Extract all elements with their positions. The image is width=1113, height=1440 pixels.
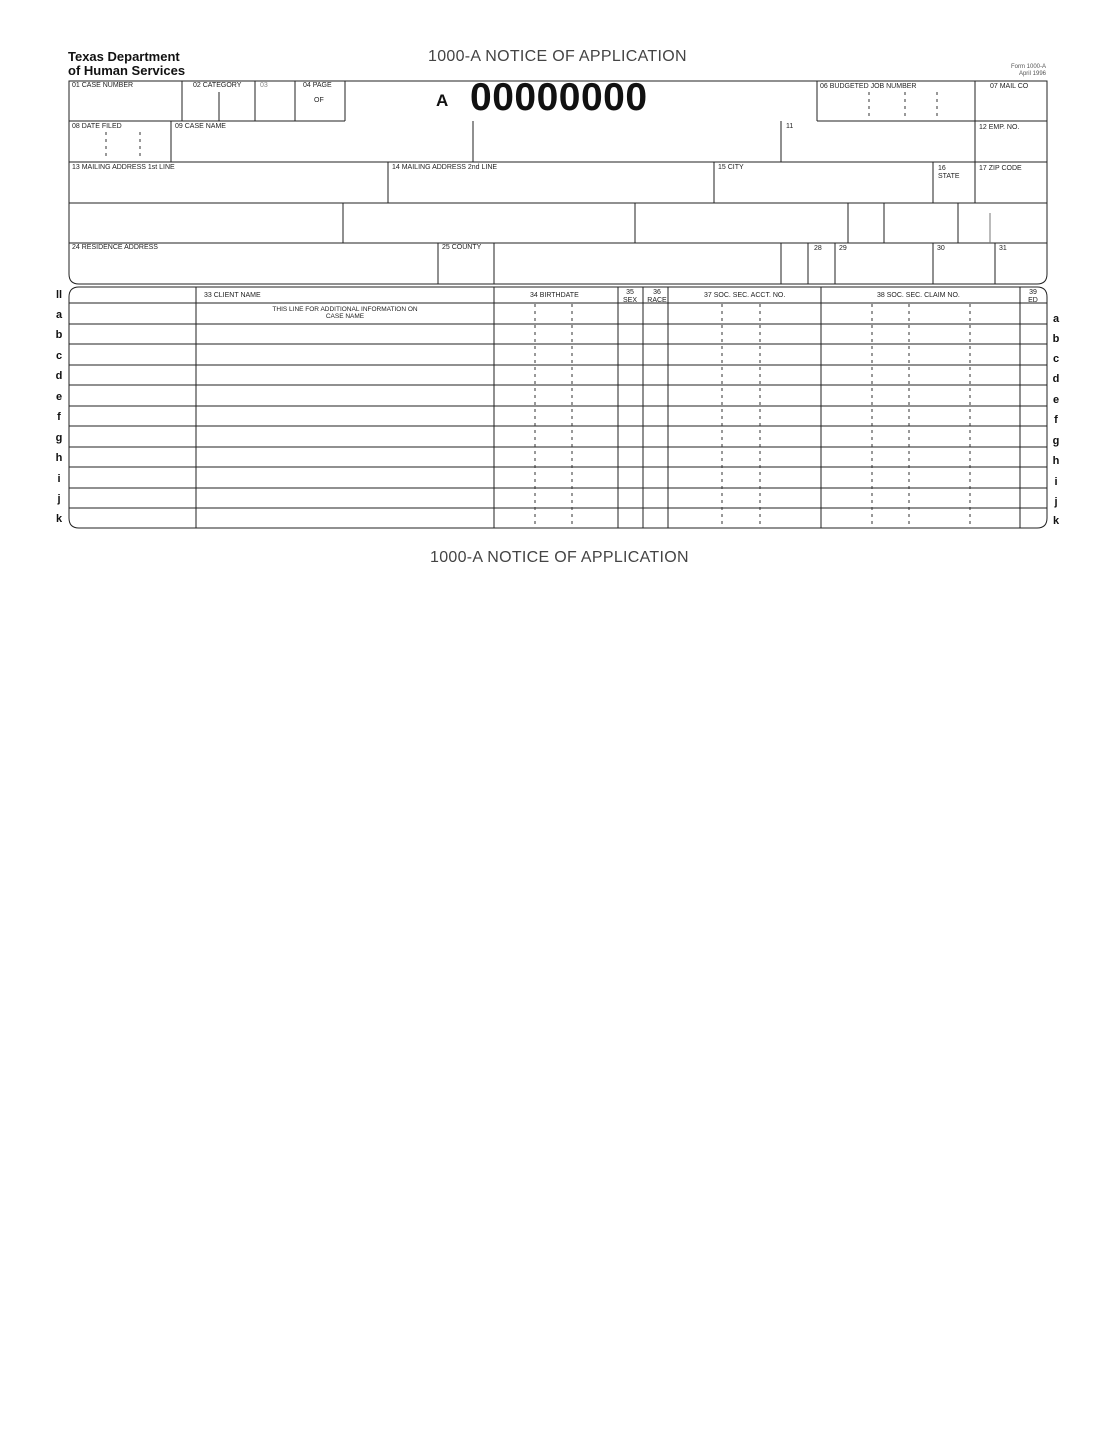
mail-co-label: 07 MAIL CO bbox=[990, 83, 1029, 90]
date-filed-label: 08 DATE FILED bbox=[72, 123, 122, 130]
residence-address-label: 24 RESIDENCE ADDRESS bbox=[72, 244, 158, 251]
row-letter-left-e: e bbox=[55, 391, 63, 403]
agency-line-1: Texas Department bbox=[68, 49, 180, 64]
row-letter-right-f: f bbox=[1054, 414, 1058, 426]
birthdate-header: 34 BIRTHDATE bbox=[530, 292, 579, 299]
page-of-label: OF bbox=[314, 97, 324, 104]
sex-header-label: SEX bbox=[622, 297, 637, 304]
budgeted-job-number-label: 06 BUDGETED JOB NUMBER bbox=[820, 83, 917, 90]
row-letter-right-d: d bbox=[1052, 373, 1060, 385]
race-header-label: RACE bbox=[647, 297, 667, 304]
row-letter-left-c: c bbox=[55, 350, 63, 362]
county-label: 25 COUNTY bbox=[442, 244, 482, 251]
emp-no-label: 12 EMP. NO. bbox=[979, 124, 1020, 131]
row-letter-left-a: a bbox=[55, 309, 63, 321]
field-29-label: 29 bbox=[839, 245, 847, 252]
row-letter-right-k: k bbox=[1052, 515, 1060, 527]
field-28-label: 28 bbox=[814, 245, 822, 252]
form-title-top: 1000-A NOTICE OF APPLICATION bbox=[428, 48, 687, 65]
sex-header-number: 35 bbox=[626, 289, 634, 296]
ss-acct-header: 37 SOC. SEC. ACCT. NO. bbox=[704, 292, 786, 299]
form-number-line-1: Form 1000-A bbox=[1010, 64, 1046, 70]
row-letter-right-a: a bbox=[1052, 313, 1060, 325]
row-letter-left-h: h bbox=[55, 452, 63, 464]
row-letter-left-d: d bbox=[55, 370, 63, 382]
row-letter-left-b: b bbox=[55, 329, 63, 341]
race-header-number: 36 bbox=[653, 289, 661, 296]
case-number-label: 01 CASE NUMBER bbox=[72, 82, 134, 89]
row-letter-right-c: c bbox=[1052, 353, 1060, 365]
row-letter-header-left: ll bbox=[55, 289, 63, 301]
client-name-header: 33 CLIENT NAME bbox=[204, 292, 261, 299]
category-label: 02 CATEGORY bbox=[193, 82, 242, 89]
state-number-label: 16 bbox=[938, 165, 946, 172]
ed-header-label: ED bbox=[1028, 297, 1038, 304]
additional-info-note: THIS LINE FOR ADDITIONAL INFORMATION ON CASE NAME bbox=[272, 306, 418, 320]
row-letter-left-j: j bbox=[57, 493, 61, 505]
row-letter-right-b: b bbox=[1052, 333, 1060, 345]
field-30-label: 30 bbox=[937, 245, 945, 252]
field-03-label: 03 bbox=[260, 82, 268, 89]
sex-header bbox=[619, 289, 641, 305]
mailing-address-2-label: 14 MAILING ADDRESS 2nd LINE bbox=[392, 164, 498, 171]
ed-header bbox=[1022, 289, 1044, 305]
row-letter-right-h: h bbox=[1052, 455, 1060, 467]
mailing-address-1-label: 13 MAILING ADDRESS 1st LINE bbox=[72, 164, 175, 171]
document-number: 00000000 bbox=[470, 76, 648, 119]
row-letter-left-f: f bbox=[57, 411, 61, 423]
race-header bbox=[645, 289, 669, 305]
agency-line-2: of Human Services bbox=[68, 63, 186, 78]
zip-code-label: 17 ZIP CODE bbox=[979, 165, 1022, 172]
state-label: STATE bbox=[938, 173, 960, 180]
row-letter-right-g: g bbox=[1052, 435, 1060, 447]
field-31-label: 31 bbox=[999, 245, 1007, 252]
field-11-label: 11 bbox=[786, 123, 794, 130]
row-letter-left-i: i bbox=[57, 473, 61, 485]
row-letter-left-k: k bbox=[55, 513, 63, 525]
page-label: 04 PAGE bbox=[303, 82, 332, 89]
form-title-bottom: 1000-A NOTICE OF APPLICATION bbox=[430, 549, 689, 566]
row-letter-right-i: i bbox=[1054, 476, 1058, 488]
row-letter-left-g: g bbox=[55, 432, 63, 444]
ss-claim-header: 38 SOC. SEC. CLAIM NO. bbox=[877, 292, 960, 299]
row-letter-right-j: j bbox=[1054, 496, 1058, 508]
ed-header-number: 39 bbox=[1029, 289, 1037, 296]
document-prefix: A bbox=[436, 91, 449, 110]
city-label: 15 CITY bbox=[718, 164, 744, 171]
row-letter-right-e: e bbox=[1052, 394, 1060, 406]
form-number-line-2: April 1996 bbox=[1018, 71, 1046, 77]
case-name-label: 09 CASE NAME bbox=[175, 123, 226, 130]
